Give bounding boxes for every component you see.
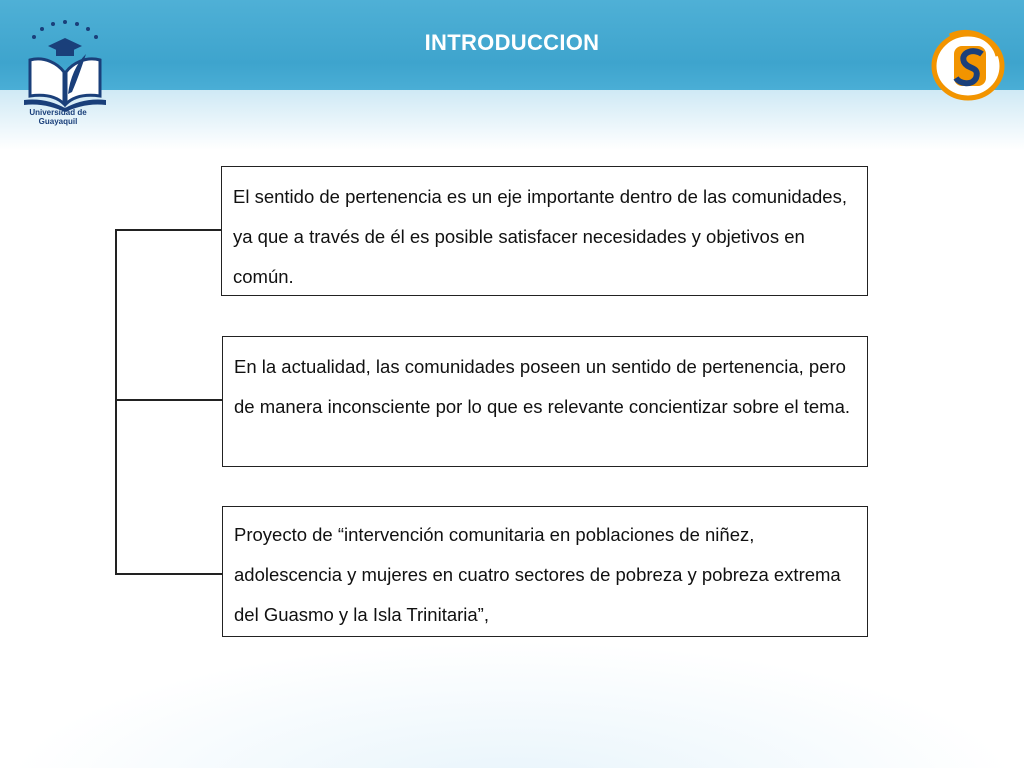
background-glow — [0, 640, 1024, 768]
institution-logo — [930, 26, 1006, 102]
connector-branch-3 — [115, 573, 222, 575]
connector-branch-2 — [115, 399, 222, 401]
point-box-3: Proyecto de “intervención comunitaria en poblaciones de niñez, adolescencia y mujeres en cuatro sectores de pobreza y pobreza extrema del Guasmo y la Isla Trinitaria”, — [222, 506, 868, 637]
university-logo-caption: Universidad de Guayaquil — [29, 108, 87, 126]
point-box-1: El sentido de pertenencia es un eje importante dentro de las comunidades, ya que a través de él es posible satisfacer necesidades y objetivos en común. — [221, 166, 868, 296]
slide-title: INTRODUCCION — [424, 30, 600, 55]
connector-vertical — [115, 230, 117, 575]
header-fade — [0, 90, 1024, 150]
point-box-2: En la actualidad, las comunidades poseen un sentido de pertenencia, pero de manera inconsciente por lo que es relevante concientizar sobre el tema. — [222, 336, 868, 467]
connector-branch-1 — [115, 229, 221, 231]
university-logo — [10, 8, 120, 120]
